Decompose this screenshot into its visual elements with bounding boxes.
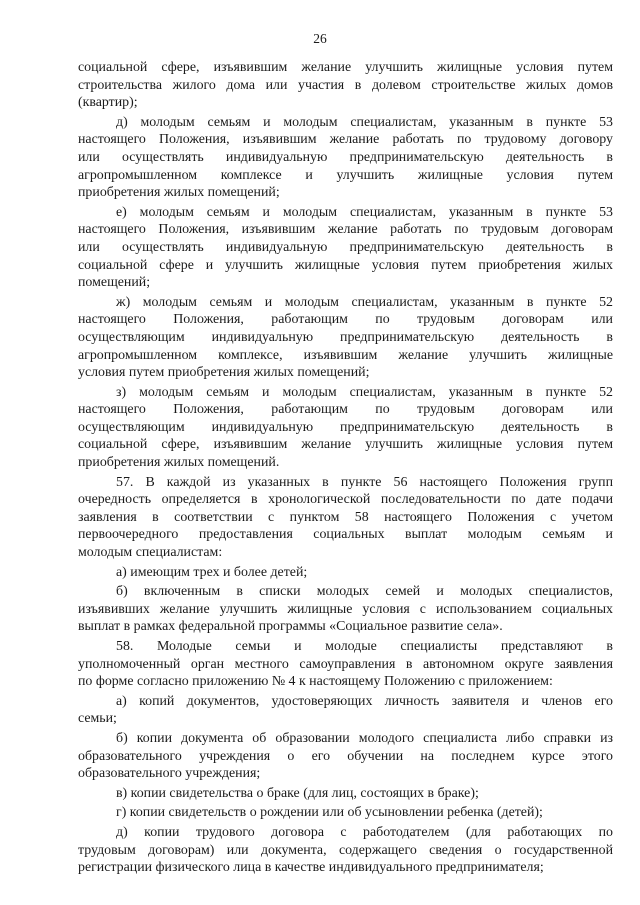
text-line: социальной сфере и улучшить жилищные условия путем приобретения жилых bbox=[78, 257, 613, 273]
text-line: социальной сфере, изъявившим желание улучшить жилищные условия путем bbox=[78, 60, 613, 75]
paragraph bbox=[78, 59, 613, 112]
text-line: очередность определяется в хронологической последовательности по дате подачи bbox=[78, 492, 613, 508]
paragraph bbox=[78, 730, 613, 783]
text-line: д) молодым семьям и молодым специалистам, указанным в пункте 53 bbox=[116, 114, 613, 130]
text-line: д) копии трудового договора с работодателем (для работающих по bbox=[116, 824, 613, 840]
text-line: агропромышленном комплексе и улучшить жилищные условия путем bbox=[78, 167, 613, 183]
text-line: настоящего Положения, работающим по трудовым договорам или bbox=[78, 312, 613, 328]
document-body bbox=[78, 59, 613, 879]
page-number: 26 bbox=[313, 31, 327, 46]
text-line: ж) молодым семьям и молодым специалистам, указанным в пункте 52 bbox=[116, 294, 613, 310]
text-line: строительства жилого дома или участия в долевом строительстве жилых домов bbox=[78, 77, 613, 93]
paragraph bbox=[78, 785, 613, 803]
text-line: по форме согласно приложению № 4 к настоящему Положению с приложением: bbox=[78, 674, 553, 690]
text-line: молодым специалистам: bbox=[78, 545, 223, 561]
text-line: 57. В каждой из указанных в пункте 56 настоящего Положения групп bbox=[116, 474, 613, 490]
text-line: настоящего Положения, изъявившим желание работать по трудовому договору bbox=[78, 132, 613, 148]
text-line: осуществляющим индивидуальную предпринимательскую деятельность в bbox=[78, 419, 613, 435]
text-line: з) молодым семьям и молодым специалистам, указанным в пункте 52 bbox=[116, 384, 613, 400]
text-line: регистрации физического лица в качестве индивидуального предпринимателя; bbox=[78, 860, 544, 876]
text-line: а) копий документов, удостоверяющих личность заявителя и членов его bbox=[116, 693, 613, 709]
text-line: уполномоченный орган местного самоуправления в автономном округе заявления bbox=[78, 656, 613, 672]
text-line: б) копии документа об образовании молодого специалиста либо справки из bbox=[116, 730, 613, 746]
paragraph bbox=[78, 114, 613, 202]
paragraph bbox=[78, 804, 613, 822]
text-line: б) включенным в списки молодых семей и молодых специалистов, bbox=[116, 584, 613, 600]
text-line: трудовым договорам) или документа, содержащего сведения о государственной bbox=[78, 842, 613, 858]
text-line: настоящего Положения, работающим по трудовым договорам или bbox=[78, 402, 613, 418]
text-line: изъявивших желание улучшить жилищные условия с использованием социальных bbox=[78, 601, 613, 617]
text-line: настоящего Положения, изъявившим желание работать по трудовым договорам bbox=[78, 222, 613, 238]
text-line: (квартир); bbox=[78, 95, 138, 111]
text-line: первоочередного предоставления социальных выплат молодым семьям и bbox=[78, 527, 613, 543]
text-line: 58. Молодые семьи и молодые специалисты представляют в bbox=[116, 639, 613, 654]
paragraph bbox=[78, 638, 613, 691]
text-line: помещений; bbox=[78, 275, 151, 291]
text-line: или осуществлять индивидуальную предпринимательскую деятельность в bbox=[78, 149, 613, 165]
text-line: образовательного учреждения о его обучении на последнем курсе этого bbox=[78, 748, 613, 764]
paragraph bbox=[78, 583, 613, 636]
text-line: семьи; bbox=[78, 711, 117, 727]
text-line: приобретения жилых помещений; bbox=[78, 185, 280, 201]
paragraph bbox=[78, 564, 613, 582]
paragraph bbox=[78, 204, 613, 292]
paragraph bbox=[78, 294, 613, 382]
text-line: в) копии свидетельства о браке (для лиц, состоящих в браке); bbox=[116, 785, 479, 801]
text-line: заявления в соответствии с пунктом 58 настоящего Положения с учетом bbox=[78, 509, 613, 525]
text-line: приобретения жилых помещений. bbox=[78, 455, 280, 471]
text-line: г) копии свидетельств о рождении или об усыновлении ребенка (детей); bbox=[116, 805, 543, 821]
text-line: выплат в рамках федеральной программы «Социальное развитие села». bbox=[78, 619, 503, 635]
text-line: агропромышленном комплексе, изъявившим желание улучшить жилищные bbox=[78, 347, 613, 363]
paragraph bbox=[78, 384, 613, 472]
paragraph bbox=[78, 693, 613, 728]
paragraph bbox=[78, 824, 613, 877]
text-line: или осуществлять индивидуальную предпринимательскую деятельность в bbox=[78, 239, 613, 255]
text-line: условия путем приобретения жилых помещений; bbox=[78, 365, 370, 381]
text-line: осуществляющим индивидуальную предпринимательскую деятельность в bbox=[78, 329, 613, 345]
text-line: а) имеющим трех и более детей; bbox=[116, 564, 308, 580]
text-line: социальной сфере, изъявившим желание улучшить жилищные условия путем bbox=[78, 437, 613, 453]
text-line: образовательного учреждения; bbox=[78, 766, 261, 782]
paragraph bbox=[78, 474, 613, 562]
text-line: е) молодым семьям и молодым специалистам, указанным в пункте 53 bbox=[116, 204, 613, 220]
